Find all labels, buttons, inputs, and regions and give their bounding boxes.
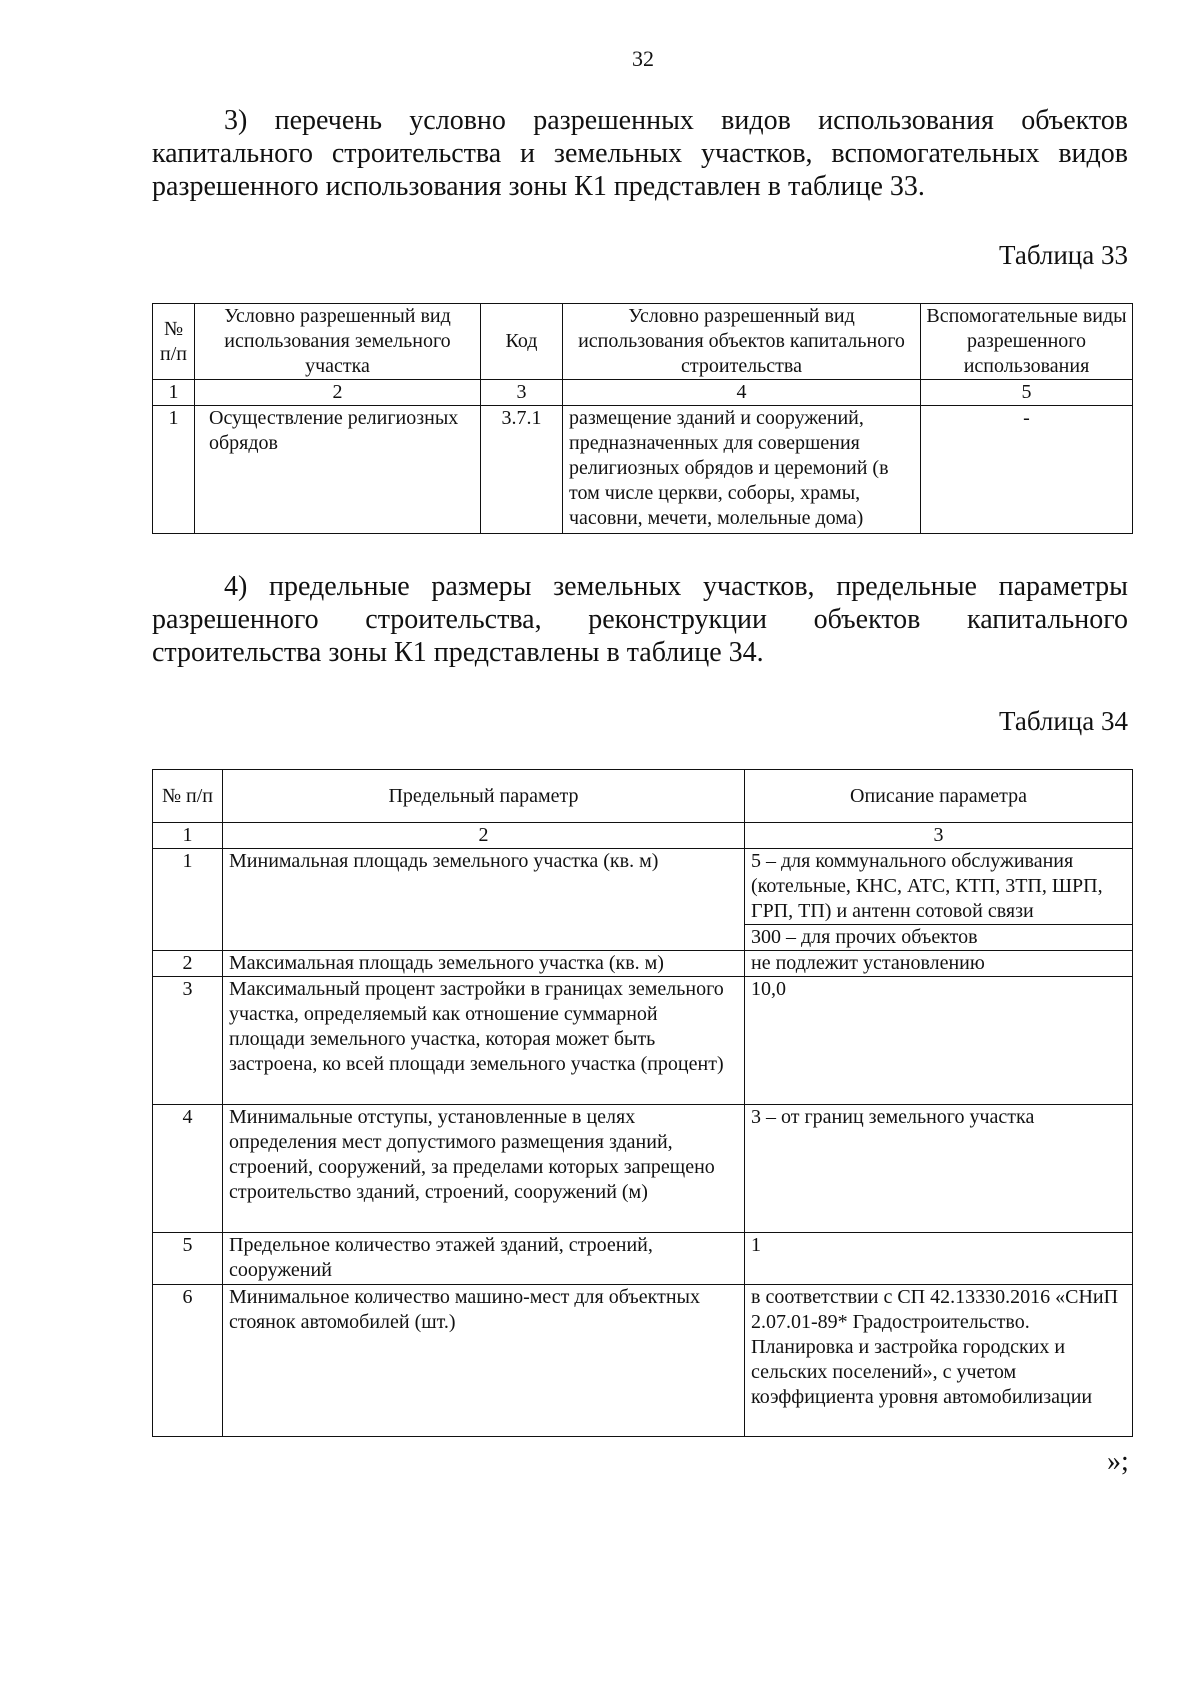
closing-quote: »; [1107,1446,1129,1477]
t33-row-building-use: размещение зданий и сооружений, предназначенных для совершения религиозных обрядов и церемоний (в том числе церкви, соборы, храмы, часовни, мечети, молельные дома) [563,406,921,534]
t34-colnum: 3 [745,823,1133,849]
t34-row-num: 3 [153,977,223,1105]
t34-row-desc: в соответствии с СП 42.13330.2016 «СНиП 2.07.01-89* Градостроительство. Планировка и застройка городских и сельских поселений», с учетом коэффициента уровня автомобилизации [745,1285,1133,1437]
t33-colnum: 2 [195,380,481,406]
t34-header-num: № п/п [153,770,223,823]
t34-row-num: 1 [153,849,223,951]
table-row [153,951,1133,977]
table-row [153,406,1133,534]
t33-row-code: 3.7.1 [481,406,563,534]
t33-header-auxiliary: Вспомогательные виды разрешенного использования [921,304,1133,380]
t33-row-auxiliary: - [921,406,1133,534]
t34-header-desc: Описание параметра [745,770,1133,823]
t33-header-num: № п/п [153,304,195,380]
table-row [153,1285,1133,1437]
table-row [153,1105,1133,1233]
t34-row-param: Минимальные отступы, установленные в целях определения мест допустимого размещения зданий, строений, сооружений, за пределами которых запрещено строительство зданий, строений, сооружений (м) [223,1105,745,1233]
table-row [153,849,1133,925]
table-34-caption: Таблица 34 [999,706,1128,736]
table-33-caption: Таблица 33 [999,240,1128,270]
t34-row-param: Минимальная площадь земельного участка (кв. м) [223,849,745,951]
paragraph-3-text: 3) перечень условно разрешенных видов использования объектов капитального строительства и земельных участков, вспомогательных видов разрешенного использования зоны К1 представлен в таблице 33. [152,105,1128,202]
t33-header-code: Код [481,304,563,380]
t34-row-desc: не подлежит установлению [745,951,1133,977]
t34-row-desc: 300 – для прочих объектов [745,925,1133,951]
table-33 [152,303,1133,534]
t34-row-desc: 10,0 [745,977,1133,1105]
table-row [153,1233,1133,1285]
t33-header-building-use: Условно разрешенный вид использования объектов капитального строительства [563,304,921,380]
t34-row-num: 4 [153,1105,223,1233]
t34-row-param: Максимальный процент застройки в границах земельного участка, определяемый как отношение суммарной площади земельного участка, которая может быть застроена, ко всей площади земельного участка (процент) [223,977,745,1105]
table-row [153,977,1133,1105]
t33-colnum: 1 [153,380,195,406]
t33-row-land-use: Осуществление религиозных обрядов [195,406,481,534]
t34-row-num: 2 [153,951,223,977]
t34-row-param: Максимальная площадь земельного участка (кв. м) [223,951,745,977]
t34-row-num: 6 [153,1285,223,1437]
t33-colnum: 3 [481,380,563,406]
t34-colnum: 2 [223,823,745,849]
t34-row-desc: 1 [745,1233,1133,1285]
paragraph-4-text: 4) предельные размеры земельных участков, предельные параметры разрешенного строительства, реконструкции объектов капитального строительства зоны К1 представлены в таблице 34. [152,571,1128,668]
t34-row-desc: 5 – для коммунального обслуживания (котельные, КНС, АТС, КТП, 3ТП, ШРП, ГРП, ТП) и антенн сотовой связи [745,849,1133,925]
t33-colnum: 5 [921,380,1133,406]
t33-colnum: 4 [563,380,921,406]
t34-colnum: 1 [153,823,223,849]
t33-header-land-use: Условно разрешенный вид использования земельного участка [195,304,481,380]
table-34 [152,769,1133,1437]
t34-row-param: Предельное количество этажей зданий, строений, сооружений [223,1233,745,1285]
t34-row-param: Минимальное количество машино-мест для объектных стоянок автомобилей (шт.) [223,1285,745,1437]
paragraph-3 [152,104,1128,203]
t34-header-param: Предельный параметр [223,770,745,823]
paragraph-4 [152,570,1128,669]
t34-row-num: 5 [153,1233,223,1285]
page-number: 32 [632,46,654,71]
t33-row-num: 1 [153,406,195,534]
t34-row-desc: 3 – от границ земельного участка [745,1105,1133,1233]
